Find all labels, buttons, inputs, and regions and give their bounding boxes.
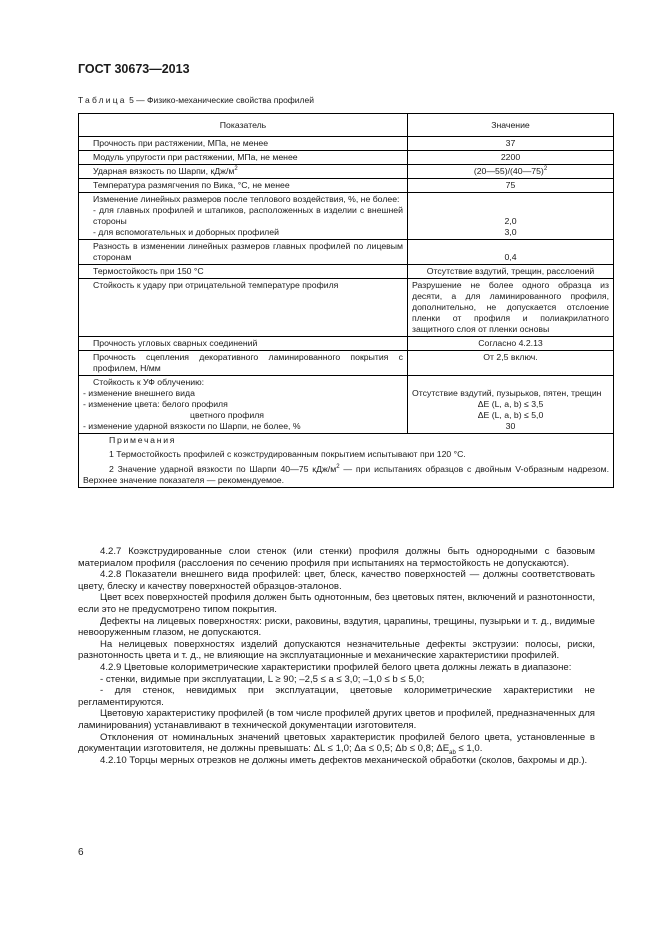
row-value: 37 [408, 137, 614, 151]
row-value: (20—55)/(40—75)$^2$ [408, 165, 614, 179]
row-value: 2,0 [504, 216, 517, 226]
table-row [79, 165, 614, 179]
paragraph: 4.2.9 Цветовые колориметрические характеристики профилей белого цвета должны лежать в диапазоне: [100, 661, 572, 673]
row-subitem: - изменение внешнего вида [83, 388, 195, 398]
table-row [79, 240, 614, 265]
paragraph: Цветовую характеристику профилей (в том числе профилей других цветов и профилей, предназначенных для ламинирования) устанавливают в технической документации изготовителя. [78, 708, 595, 731]
note-2: 2 Значение ударной вязкости по Шарпи 40—75 кДж/$м^2$ — при испытаниях образцов с двойным V-образным надрезом. Верхнее значение показателя — рекомендуемое. [83, 464, 609, 485]
row-subitem: - для вспомогательных и доборных профилей [93, 227, 279, 237]
col-header-value: Значение [408, 114, 614, 137]
row-name: Термостойкость при 150 °С [93, 266, 204, 276]
table-caption [78, 95, 314, 105]
table-row [79, 137, 614, 151]
paragraph: Дефекты на лицевых поверхностях: риски, раковины, вздутия, царапины, трещины, пузырьки и т. д., видимые невооруженным глазом, не допускаются. [78, 615, 595, 639]
col-header-indicator: Показатель [79, 114, 408, 137]
row-subitem: цветного профиля [190, 410, 265, 420]
row-value: 0,4 [408, 240, 614, 265]
paragraph: 4.2.7 Коэкструдированные слои стенок (или стенки) профиля должны быть однородными с базовым материалом профиля (расслоения по сечению профиля при испытаниях на термостойкость не допускаются). [78, 546, 595, 569]
paragraph: На нелицевых поверхностях изделий допускаются незначительные дефекты экструзии: полосы, риски, разнотонность цвета и т. д., не влияющие на эксплуатационные и механические характеристики профилей. [78, 638, 595, 662]
table-caption-text: 5 — Физико-механические свойства профилей [126, 95, 314, 105]
paragraph: 4.2.8 Показатели внешнего вида профилей: цвет, блеск, качество поверхностей — должны соответствовать цвету, блеску и качеству поверхностей образцов-эталонов. [78, 569, 595, 592]
table-row [79, 351, 614, 376]
row-subitem: - изменение цвета: белого профиля [83, 399, 228, 409]
row-name: Модуль упругости при растяжении, МПа, не менее [93, 152, 298, 162]
paragraph: 4.2.10 Торцы мерных отрезков не должны иметь дефектов механической обработки (сколов, бахромы и др.). [100, 754, 588, 766]
note-1: 1 Термостойкость профилей с коэкструдированным покрытием испытывают при 120 °С. [109, 449, 466, 459]
row-value: ΔE (L, a, b) ≤ 5,0 [477, 410, 544, 420]
paragraph: - для стенок, невидимых при эксплуатации, цветовые колориметрические характеристики не регламентируются. [78, 685, 595, 708]
table-row [79, 179, 614, 193]
row-value: От 2,5 включ. [408, 351, 614, 376]
table-row [79, 193, 614, 240]
paragraph: Цвет всех поверхностей профиля должен быть однотонным, без цветовых пятен, включений и разнотонности, если это не предусмотрено типом покрытия. [78, 592, 595, 615]
row-name: Ударная вязкость по Шарпи, кДж/$м^2$ [93, 166, 238, 176]
notes-heading: Примечания [109, 435, 177, 445]
row-name: Прочность при растяжении, МПа, не менее [93, 138, 269, 148]
row-value: Разрушение не более одного образца из десяти, а для ламинированного профиля, дополнительно, не допускается отслоение пленки от профиля и полиакрилатного защитного слоя от пленки основы [408, 279, 614, 337]
table-caption-word: Таблица [78, 95, 127, 105]
row-name: Изменение линейных размеров после теплового воздействия, %, не более: [93, 194, 400, 204]
paragraph: Отклонения от номинальных значений цветовых характеристик профилей белого цвета, установленные в документации изготовителя, не должны превышать: ΔL ≤ 1,0; Δa ≤ 0,5; Δb ≤ 0,8; $\Delta E_{ab} \le 1,0$. [78, 731, 595, 756]
properties-table [78, 113, 614, 488]
standard-header: ГОСТ 30673—2013 [78, 62, 190, 76]
row-value: 3,0 [504, 227, 517, 237]
table-header-row [79, 114, 614, 137]
table-row [79, 151, 614, 165]
body-text [78, 546, 595, 766]
row-value: 75 [408, 179, 614, 193]
table-row [79, 337, 614, 351]
row-value: ΔE (L, a, b) ≤ 3,5 [477, 399, 544, 409]
table-row [79, 265, 614, 279]
table-row [79, 279, 614, 337]
row-name: Стойкость к удару при отрицательной температуре профиля [93, 280, 339, 290]
table-notes [79, 434, 614, 488]
row-subitem: - для главных профилей и штапиков, расположенных в изделии с внешней стороны [93, 205, 403, 226]
row-value: 30 [505, 421, 516, 431]
row-name: Стойкость к УФ облучению: [93, 377, 205, 387]
paragraph: - стенки, видимые при эксплуатации, L ≥ 90; –2,5 ≤ a ≤ 3,0; –1,0 ≤ b ≤ 5,0; [100, 673, 425, 685]
page-number: 6 [78, 847, 84, 858]
row-name: Прочность сцепления декоративного ламинированного покрытия с профилем, Н/мм [93, 352, 403, 373]
row-name: Разность в изменении линейных размеров главных профилей по лицевым сторонам [93, 241, 403, 262]
row-value: Отсутствие вздутий, трещин, расслоений [408, 265, 614, 279]
table-row [79, 376, 614, 434]
row-name: Прочность угловых сварных соединений [93, 338, 258, 348]
row-name: Температура размягчения по Вика, °С, не менее [93, 180, 290, 190]
row-value: Отсутствие вздутий, пузырьков, пятен, трещин [412, 388, 602, 398]
row-value: 2200 [408, 151, 614, 165]
row-value: Согласно 4.2.13 [408, 337, 614, 351]
row-subitem: - изменение ударной вязкости по Шарпи, не более, % [83, 421, 301, 431]
